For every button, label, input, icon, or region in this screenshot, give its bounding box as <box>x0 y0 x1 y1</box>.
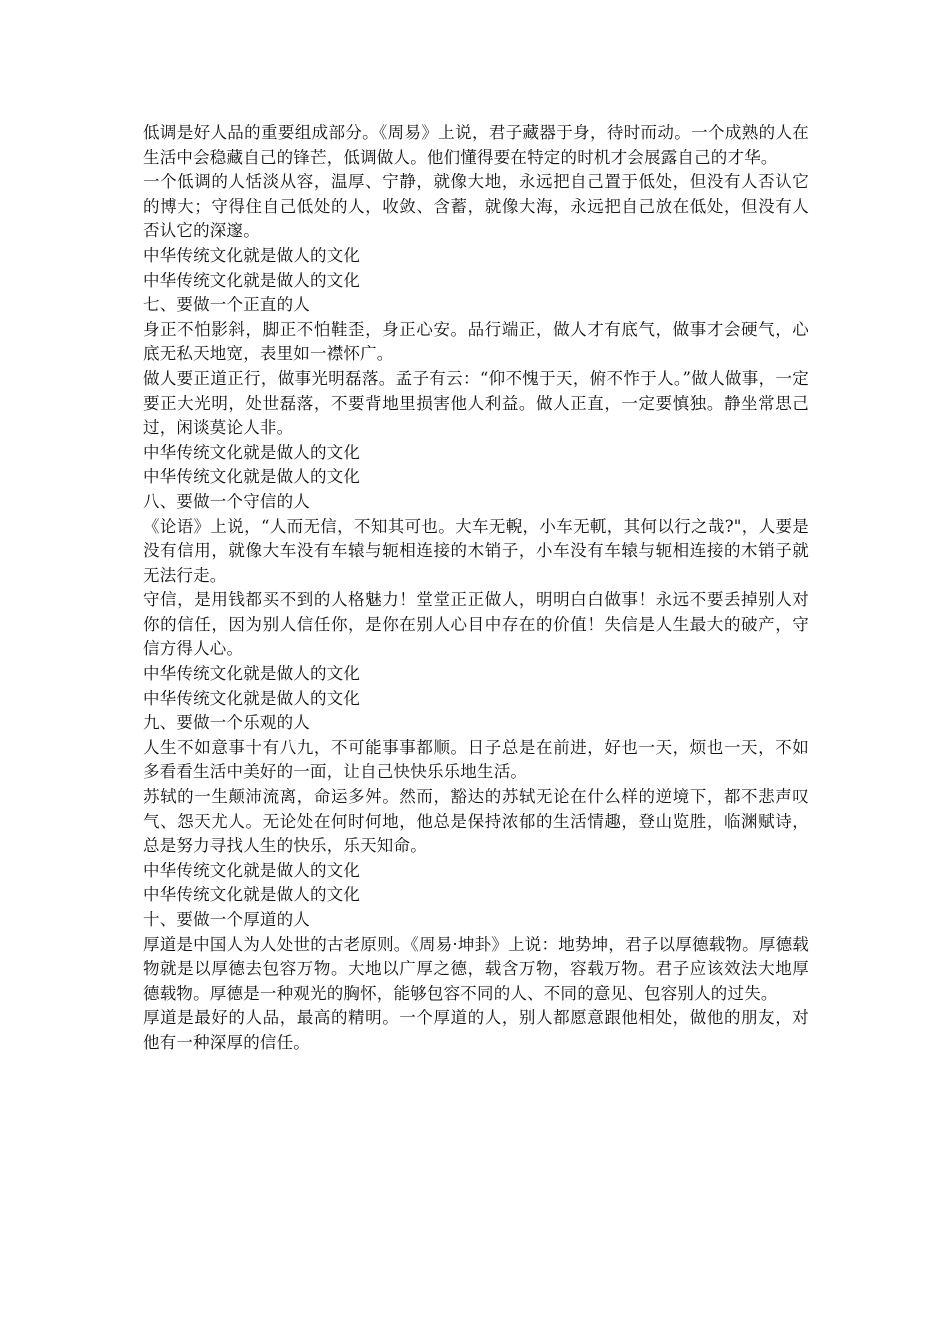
refrain-line: 中华传统文化就是做人的文化 <box>143 688 361 708</box>
paragraph-upright-1: 身正不怕影斜，脚正不怕鞋歪，身正心安。品行端正，做人才有底气，做事才会硬气，心底无私天地宽，表里如一襟怀广。 <box>143 319 809 364</box>
paragraph-optimistic-2: 苏轼的一生颠沛流离，命运多舛。然而，豁达的苏轼无论在什么样的逆境下，都不悲声叹气、怨天尤人。无论处在何时何地，他总是保持浓郁的生活情趣，登山览胜，临渊赋诗，总是努力寻找人生的快乐，乐天知命。 <box>143 787 809 856</box>
refrain-line: 中华传统文化就是做人的文化 <box>143 270 361 290</box>
paragraph-trustworthy-1: 《论语》上说，“人而无信，不知其可也。大车无輗，小车无軏，其何以行之哉?"，人要是没有信用，就像大车没有车辕与轭相连接的木销子，小车没有车辕与轭相连接的木销子就无法行走。 <box>143 516 809 585</box>
refrain-line: 中华传统文化就是做人的文化 <box>143 467 361 487</box>
section-heading-8: 八、要做一个守信的人 <box>143 491 310 511</box>
refrain-line: 中华传统文化就是做人的文化 <box>143 442 361 462</box>
document-body <box>143 121 809 1056</box>
refrain-line: 中华传统文化就是做人的文化 <box>143 664 361 684</box>
section-heading-7: 七、要做一个正直的人 <box>143 295 310 315</box>
paragraph-trustworthy-2: 守信，是用钱都买不到的人格魅力！堂堂正正做人，明明白白做事！永远不要丢掉别人对你的信任，因为别人信任你，是你在别人心目中存在的价值！失信是人生最大的破产，守信方得人心。 <box>143 590 809 659</box>
section-heading-9: 九、要做一个乐观的人 <box>143 713 310 733</box>
paragraph-kind-2: 厚道是最好的人品，最高的精明。一个厚道的人，别人都愿意跟他相处，做他的朋友，对他有一种深厚的信任。 <box>143 1008 809 1052</box>
refrain-line: 中华传统文化就是做人的文化 <box>143 885 361 905</box>
paragraph-optimistic-1: 人生不如意事十有八九，不可能事事都顺。日子总是在前进，好也一天，烦也一天，不如多看看生活中美好的一面，让自己快快乐乐地生活。 <box>143 737 809 782</box>
refrain-line: 中华传统文化就是做人的文化 <box>143 245 361 265</box>
paragraph-low-profile-earth-sea: 一个低调的人恬淡从容，温厚、宁静，就像大地，永远把自己置于低处，但没有人否认它的博大；守得住自己低处的人，收敛、含蓄，就像大海，永远把自己放在低处，但没有人否认它的深邃。 <box>143 172 809 241</box>
section-heading-10: 十、要做一个厚道的人 <box>143 910 310 929</box>
paragraph-low-profile-intro: 低调是好人品的重要组成部分。《周易》上说，君子藏器于身，待时而动。一个成熟的人在生活中会稳藏自己的锋芒，低调做人。他们懂得要在特定的时机才会展露自己的才华。 <box>143 123 809 167</box>
paragraph-kind-1: 厚道是中国人为人处世的古老原则。《周易·坤卦》上说：地势坤，君子以厚德载物。厚德载物就是以厚德去包容万物。大地以广厚之德，载含万物，容载万物。君子应该效法大地厚德载物。厚德是一种观光的胸怀，能够包容不同的人、不同的意见、包容别人的过失。 <box>143 934 809 1003</box>
refrain-line: 中华传统文化就是做人的文化 <box>143 860 361 880</box>
paragraph-upright-2: 做人要正道正行，做事光明磊落。孟子有云：“仰不愧于天，俯不怍于人。”做人做事，一定要正大光明，处世磊落，不要背地里损害他人利益。做人正直，一定要慎独。静坐常思己过，闲谈莫论人非。 <box>143 368 809 438</box>
